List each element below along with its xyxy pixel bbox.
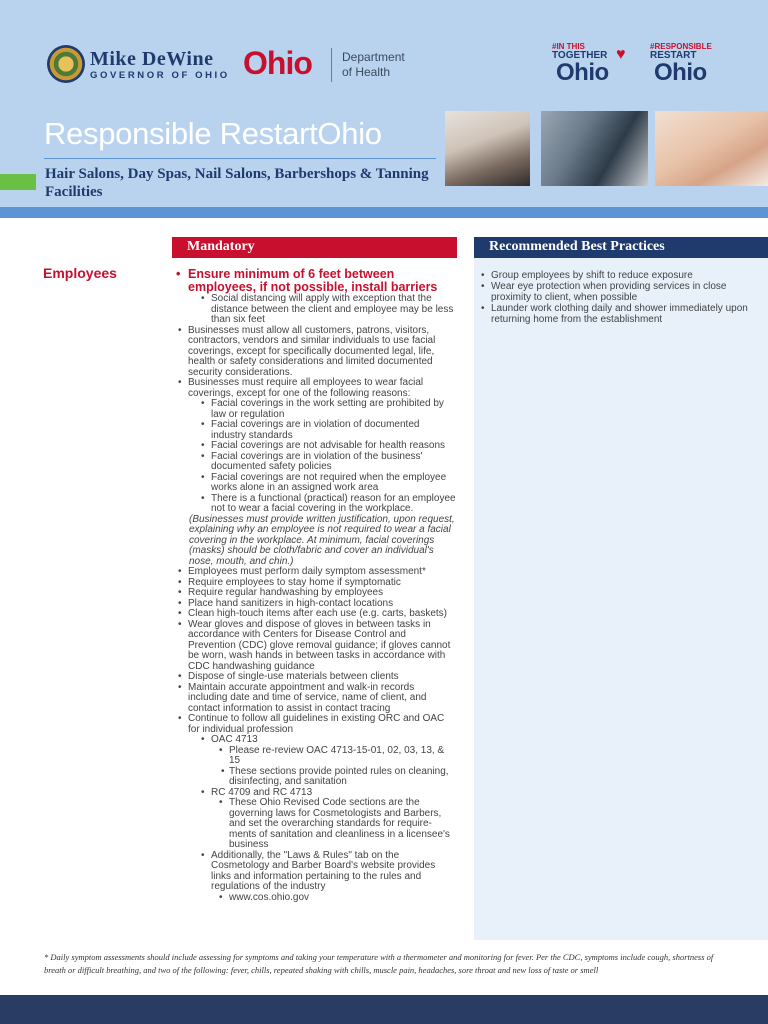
governor-name: Mike DeWine bbox=[90, 48, 214, 70]
list-item: • Additionally, the "Laws & Rules" tab on the Cosmetology and Barber Board's website provides links and information pertaining to the rules and regulations of the industry bbox=[176, 851, 456, 893]
header-stripe bbox=[0, 207, 768, 218]
ohio-logo: Ohio bbox=[243, 45, 312, 81]
list-item: • RC 4709 and RC 4713 bbox=[176, 788, 456, 799]
list-item: • Launder work clothing daily and shower immediately upon returning home from the establishment bbox=[480, 303, 760, 325]
list-item: • Employees must perform daily symptom assessment* bbox=[176, 567, 456, 578]
heart-icon: ♥ bbox=[616, 46, 626, 63]
day-spa-photo bbox=[655, 111, 768, 186]
page-footer-bar bbox=[0, 995, 768, 1024]
nail-salon-photo bbox=[445, 111, 530, 186]
mandatory-list bbox=[176, 268, 456, 903]
page-title: Responsible RestartOhio bbox=[44, 116, 382, 151]
list-item: • Maintain accurate appointment and walk-in records including date and time of service, name of client, and contact information to assist in contact tracing bbox=[176, 683, 456, 715]
list-item: • Require employees to stay home if symptomatic bbox=[176, 578, 456, 589]
logo-divider bbox=[331, 48, 332, 82]
page-header bbox=[0, 0, 768, 218]
title-divider bbox=[44, 158, 436, 159]
list-item: • Facial coverings are in violation of documented industry standards bbox=[176, 420, 456, 441]
mandatory-header: Mandatory bbox=[172, 237, 457, 258]
list-item: • Facial coverings are in violation of the business' documented safety policies bbox=[176, 452, 456, 473]
website-link[interactable]: • www.cos.ohio.gov bbox=[176, 893, 456, 904]
barbershop-photo bbox=[541, 111, 648, 186]
page-subtitle: Hair Salons, Day Spas, Nail Salons, Barbershops & Tanning Facilities bbox=[45, 166, 429, 200]
accent-tab bbox=[0, 174, 36, 190]
section-label-employees: Employees bbox=[43, 265, 117, 281]
department-of-health: Department of Health bbox=[342, 50, 405, 79]
symptom-footnote: * Daily symptom assessments should include assessing for symptoms and taking your temperature with a thermometer and monitoring for fever. Per the CDC, symptoms include cough, shortness of breath or difficult breathing, and two of the following: fever, chills, repeated shaking with chills, muscle pain, headaches, sore throat and new loss of taste or smell bbox=[44, 952, 714, 975]
list-item: • Please re-review OAC 4713-15-01, 02, 03, 13, & 15 bbox=[176, 746, 456, 767]
list-item: • These Ohio Revised Code sections are the governing laws for Cosmetologists and Barbers, and set the overarching standards for require-ments of sanitation and cleanliness in a licensee's business bbox=[176, 798, 456, 851]
responsible-restart-ohio-badge: #RESPONSIBLE RESTART Ohio bbox=[650, 42, 712, 86]
list-item: • Facial coverings are not advisable for health reasons bbox=[176, 441, 456, 452]
governor-title: GOVERNOR OF OHIO bbox=[90, 70, 230, 81]
list-item: • Businesses must allow all customers, patrons, visitors, contractors, vendors and similar individuals to use facial coverings, except for specifically documented legal, life, health or safety considerations and limited documented security considerations. bbox=[176, 326, 456, 379]
list-item: • Wear gloves and dispose of gloves in between tasks in accordance with Centers for Disease Control and Prevention (CDC) glove removal guidance; if gloves cannot be worn, wash hands in between tasks in accordance with CDC handwashing guidance bbox=[176, 620, 456, 673]
list-item: • Continue to follow all guidelines in existing ORC and OAC for individual profession bbox=[176, 714, 456, 735]
list-item: • Ensure minimum of 6 feet between employees, if not possible, install barriers bbox=[176, 268, 456, 294]
list-item: • Clean high-touch items after each use (e.g. carts, baskets) bbox=[176, 609, 456, 620]
recommended-header: Recommended Best Practices bbox=[474, 237, 768, 258]
list-item: • Social distancing will apply with exception that the distance between the client and employee may be less than six feet bbox=[176, 294, 456, 326]
recommended-panel bbox=[474, 258, 768, 940]
list-item: • Facial coverings in the work setting are prohibited by law or regulation bbox=[176, 399, 456, 420]
list-item: • There is a functional (practical) reason for an employee not to wear a facial covering in the workplace. bbox=[176, 494, 456, 515]
recommended-list bbox=[480, 270, 760, 325]
facial-covering-note: (Businesses must provide written justification, upon request, explaining why an employee is not required to wear a facial covering in the workplace. At minimum, facial coverings (masks) should be cloth/fabric and cover an individual's nose, mouth, and chin.) bbox=[189, 513, 455, 567]
list-item: • Require regular handwashing by employees bbox=[176, 588, 456, 599]
list-item: • Dispose of single-use materials between clients bbox=[176, 672, 456, 683]
list-item: • OAC 4713 bbox=[176, 735, 456, 746]
list-item: • These sections provide pointed rules on cleaning, disinfecting, and sanitation bbox=[176, 767, 456, 788]
list-item: • Facial coverings are not required when the employee works alone in an assigned work area bbox=[176, 473, 456, 494]
list-item: • Place hand sanitizers in high-contact locations bbox=[176, 599, 456, 610]
in-this-together-ohio-badge: #IN THIS TOGETHER ♥ Ohio bbox=[552, 42, 626, 86]
list-item: • Businesses must require all employees to wear facial coverings, except for one of the following reasons: bbox=[176, 378, 456, 399]
list-item: • Group employees by shift to reduce exposure bbox=[480, 270, 760, 281]
ohio-seal-icon bbox=[47, 45, 85, 83]
list-item: • Wear eye protection when providing services in close proximity to client, when possible bbox=[480, 281, 760, 303]
